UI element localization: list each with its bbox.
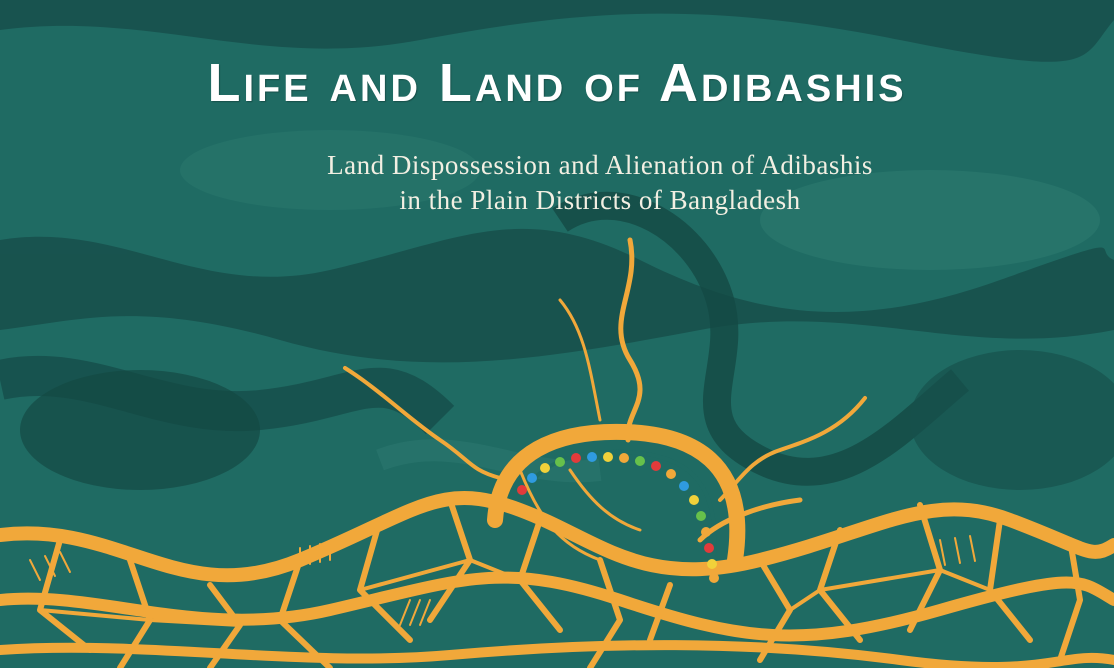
subtitle-line-1: Land Dispossession and Alienation of Adibashis [327,150,873,180]
book-title: Life and Land of Adibashis [207,53,907,113]
book-subtitle [160,148,1040,218]
subtitle-line-2: in the Plain Districts of Bangladesh [399,185,801,216]
